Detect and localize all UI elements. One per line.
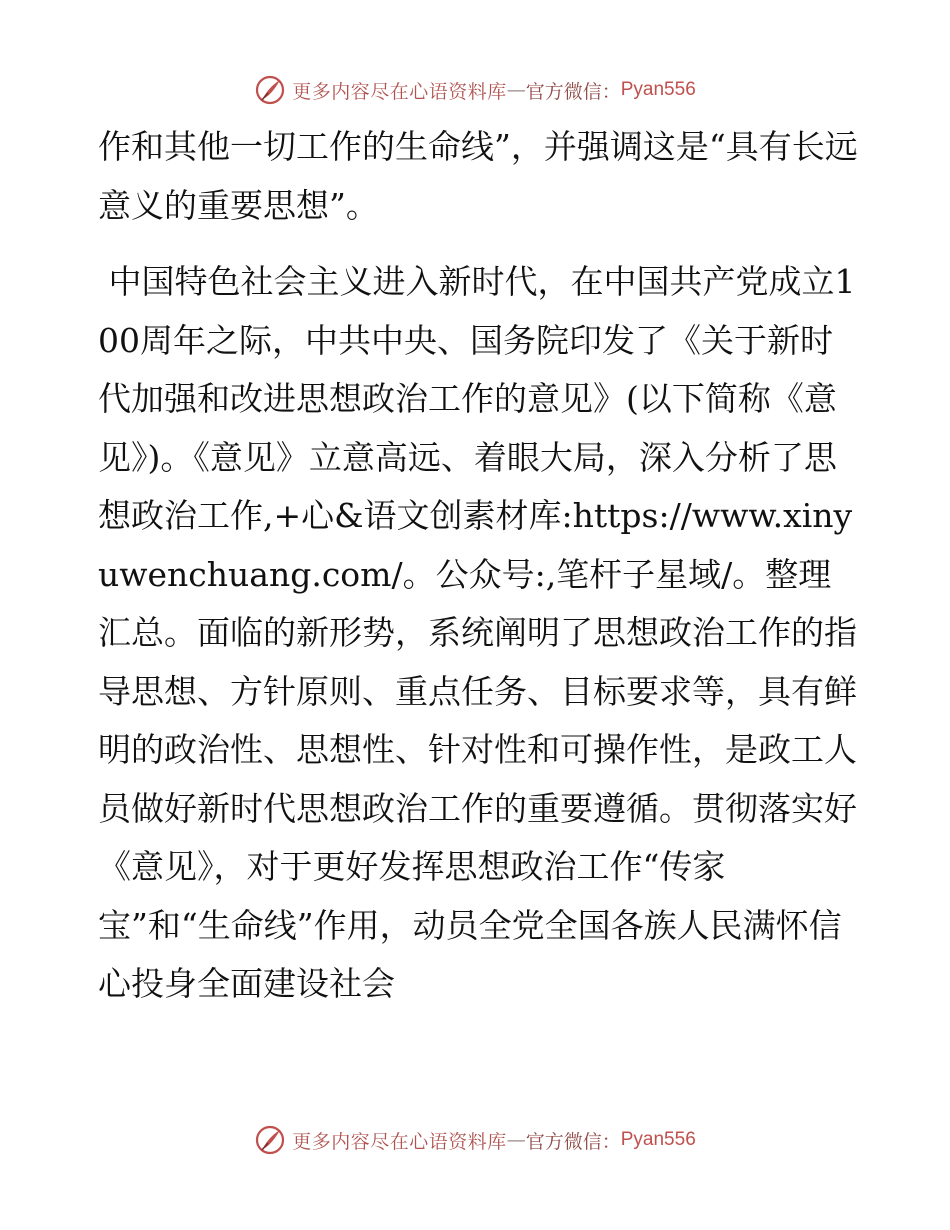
- paragraph: 作和其他一切工作的生命线”，并强调这是“具有长远意义的重要思想”。: [98, 127, 858, 225]
- page-footer-watermark: [0, 1122, 950, 1158]
- page-header-watermark: [0, 72, 950, 108]
- watermark-wechat-label: 官方微信：: [525, 1130, 621, 1153]
- watermark-separator: —: [506, 1129, 526, 1151]
- watermark-wechat-label: 官方微信：: [525, 80, 621, 103]
- feather-quill-icon: [254, 74, 286, 106]
- watermark-text: 更多内容尽在心语资料库: [292, 1130, 507, 1153]
- watermark-text: 更多内容尽在心语资料库: [292, 80, 507, 103]
- watermark-separator: —: [506, 79, 526, 101]
- document-body: [98, 118, 858, 1014]
- watermark-wechat-id: Pyan556: [620, 1129, 696, 1150]
- feather-quill-icon: [254, 1124, 286, 1156]
- watermark-wechat-id: Pyan556: [620, 79, 696, 100]
- paragraph: 中国特色社会主义进入新时代，在中国共产党成立100周年之际，中共中央、国务院印发了《关于新时代加强和改进思想政治工作的意见》(以下简称《意见》)。《意见》立意高远、着眼大局，深入分析了思想政治工作,+心&语文创素材库:https://www.xinyuwenchuang.com/。公众号:,笔杆子星域/。整理汇总。面临的新形势，系统阐明了思想政治工作的指导思想、方针原则、重点任务、目标要求等，具有鲜明的政治性、思想性、针对性和可操作性，是政工人员做好新时代思想政治工作的重要遵循。贯彻落实好《意见》，对于更好发挥思想政治工作“传家宝”和“生命线”作用，动员全党全国各族人民满怀信心投身全面建设社会: [98, 262, 857, 1003]
